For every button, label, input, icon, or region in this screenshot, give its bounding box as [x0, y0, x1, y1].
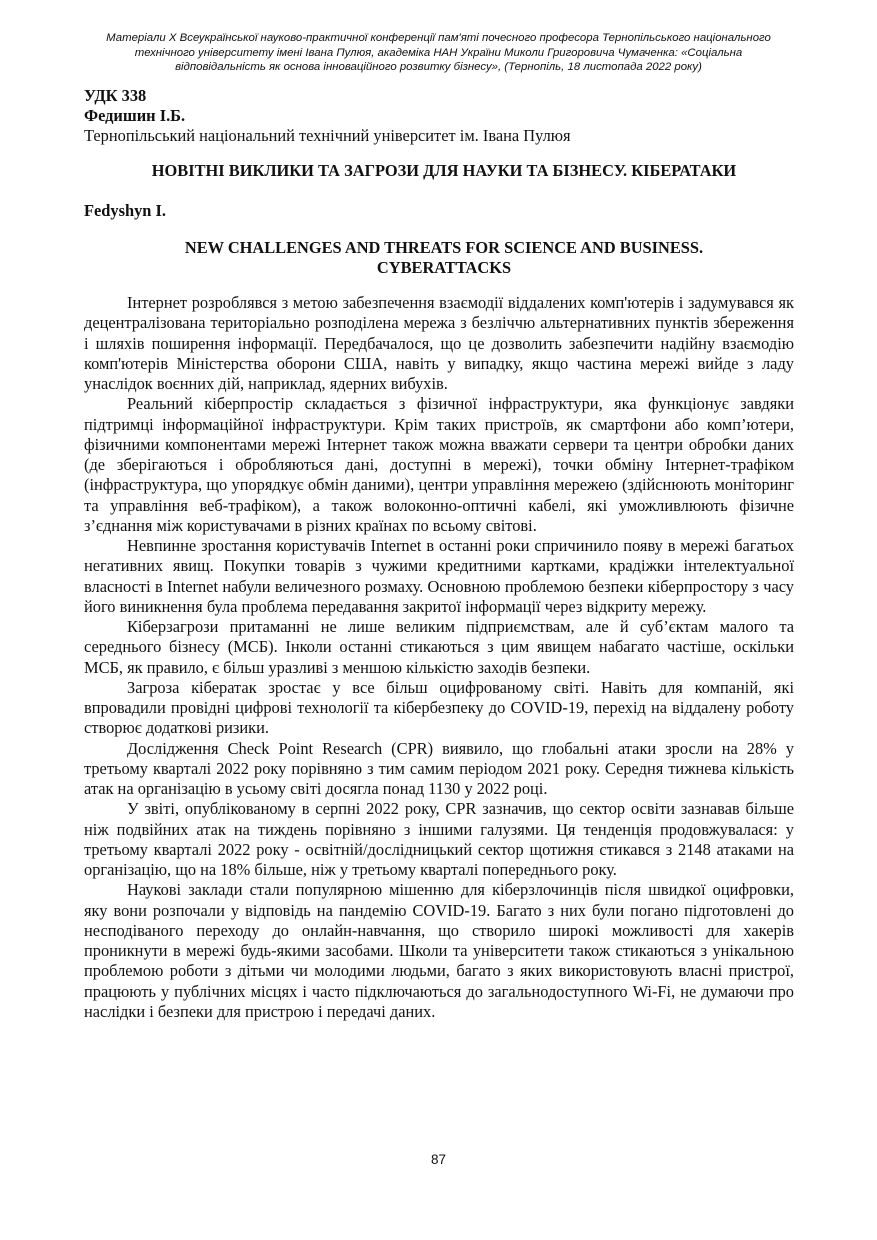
paragraph: Кіберзагрози притаманні не лише великим підприємствам, але й суб’єктам малого та середнього бізнесу (МСБ). Інколи останні стикаються з цим явищем набагато частіше, оскільки МСБ, як правило, є більш уразливі з меншою кількістю заходів безпеки.	[84, 617, 794, 677]
header-line: технічного університету імені Івана Пулюя, академіка НАН України Миколи Григоровича Чумаченка: «Соціальна	[134, 46, 743, 59]
page-number: 87	[430, 1152, 447, 1167]
paragraph: Реальний кіберпростір складається з фізичної інфраструктури, яка функціонує завдяки підтримці інформаційної інфраструктури. Крім таких пристроїв, як смартфони або комп’ютери, фізичними компонентами мережі Інтернет також можна вважати сервери та центри обробки даних (де зберігаються і обробляються дані, доступні в мережі), точки обміну Інтернет-трафіком (інфраструктура, що упорядкує обмін даними), центри управління мережею (здійснюють моніторинг та управління веб-трафіком), а також волоконно-оптичні кабелі, які уможливлюють фізичне з’єднання між користувачами в різних країнах по всьому світові.	[84, 394, 794, 535]
paragraph: Наукові заклади стали популярною мішенню для кіберзлочинців після швидкої оцифровки, яку вони розпочали у відповідь на пандемію COVID-19. Багато з них були погано підготовлені до несподіваного переходу до онлайн-навчання, що створило широкі можливості для хакерів проникнути в мережі будь-якими засобами. Школи та університети також стикаються з унікальною проблемою роботи з дітьми чи молодими людьми, багато з яких використовують власні пристрої, працюють у публічних місцях і часто підключаються до загальнодоступного Wi-Fi, не думаючи про наслідки і безпеки для пристрою і передачі даних.	[84, 880, 794, 1021]
affiliation: Тернопільський національний технічний університет ім. Івана Пулюя	[84, 126, 571, 145]
title-en-line: CYBERATTACKS	[376, 258, 512, 277]
title-en	[84, 238, 804, 278]
author-en: Fedyshyn I.	[84, 201, 166, 220]
paragraph: Дослідження Check Point Research (CPR) виявило, що глобальні атаки зросли на 28% у третьому кварталі 2022 року порівняно з тим самим періодом 2021 року. Середня тижнева кількість атак на організацію в усьому світі досягла понад 1130 у 2022 році.	[84, 738, 794, 798]
paragraph: Невпинне зростання користувачів Internet в останні роки спричинило появу в мережі багатьох негативних явищ. Покупки товарів з чужими кредитними картками, крадіжки інтелектуальної власності в Internet набули величезного розмаху. Основною проблемою безпеки кіберпростору з часу його виникнення була проблема передавання закритої інформації через відкриту мережу.	[84, 536, 794, 616]
paragraph: Інтернет розроблявся з метою забезпечення взаємодії віддалених комп'ютерів і задумувався як децентралізована територіально розподілена мережа з безліччю альтернативних пунктів збереження і шляхів поширення інформації. Передбачалося, що це дозволить забезпечити надійну взаємодію комп'ютерів Міністерства оборони США, навіть у випадку, якщо частина мережі вийде з ладу унаслідок воєнних дій, наприклад, ядерних вибухів.	[84, 293, 794, 393]
header-line: відповідальність як основа інноваційного розвитку бізнесу», (Тернопіль, 18 листопада 2022 року)	[175, 61, 702, 73]
author-ua: Федишин І.Б.	[84, 106, 186, 125]
paragraph: У звіті, опублікованому в серпні 2022 року, CPR зазначив, що сектор освіти зазнавав більше ніж подвійних атак на тиждень порівняно з іншими галузями. Ця тенденція продовжувалася: у третьому кварталі 2022 року - освітній/дослідницький сектор щотижня стикався з 2148 атаками на організацію, що на 18% більше, ніж у третьому кварталі попереднього року.	[84, 799, 794, 879]
article-body	[84, 293, 794, 1022]
udk-code: УДК 338	[84, 86, 147, 105]
title-ua: НОВІТНІ ВИКЛИКИ ТА ЗАГРОЗИ ДЛЯ НАУКИ ТА БІЗНЕСУ. КІБЕРАТАКИ	[151, 161, 737, 180]
header-line: Матеріали X Всеукраїнської науково-практичної конференції пам'яті почесного професора Тернопільського національного	[106, 32, 771, 44]
article-meta	[84, 86, 804, 146]
paragraph: Загроза кібератак зростає у все більш оцифрованому світі. Навіть для компаній, які впровадили провідні цифрові технології та кібербезпеку до COVID-19, перехід на віддалену роботу створює додаткові ризики.	[84, 677, 794, 738]
conference-header	[70, 31, 807, 75]
title-en-line: NEW CHALLENGES AND THREATS FOR SCIENCE AND BUSINESS.	[184, 238, 704, 257]
